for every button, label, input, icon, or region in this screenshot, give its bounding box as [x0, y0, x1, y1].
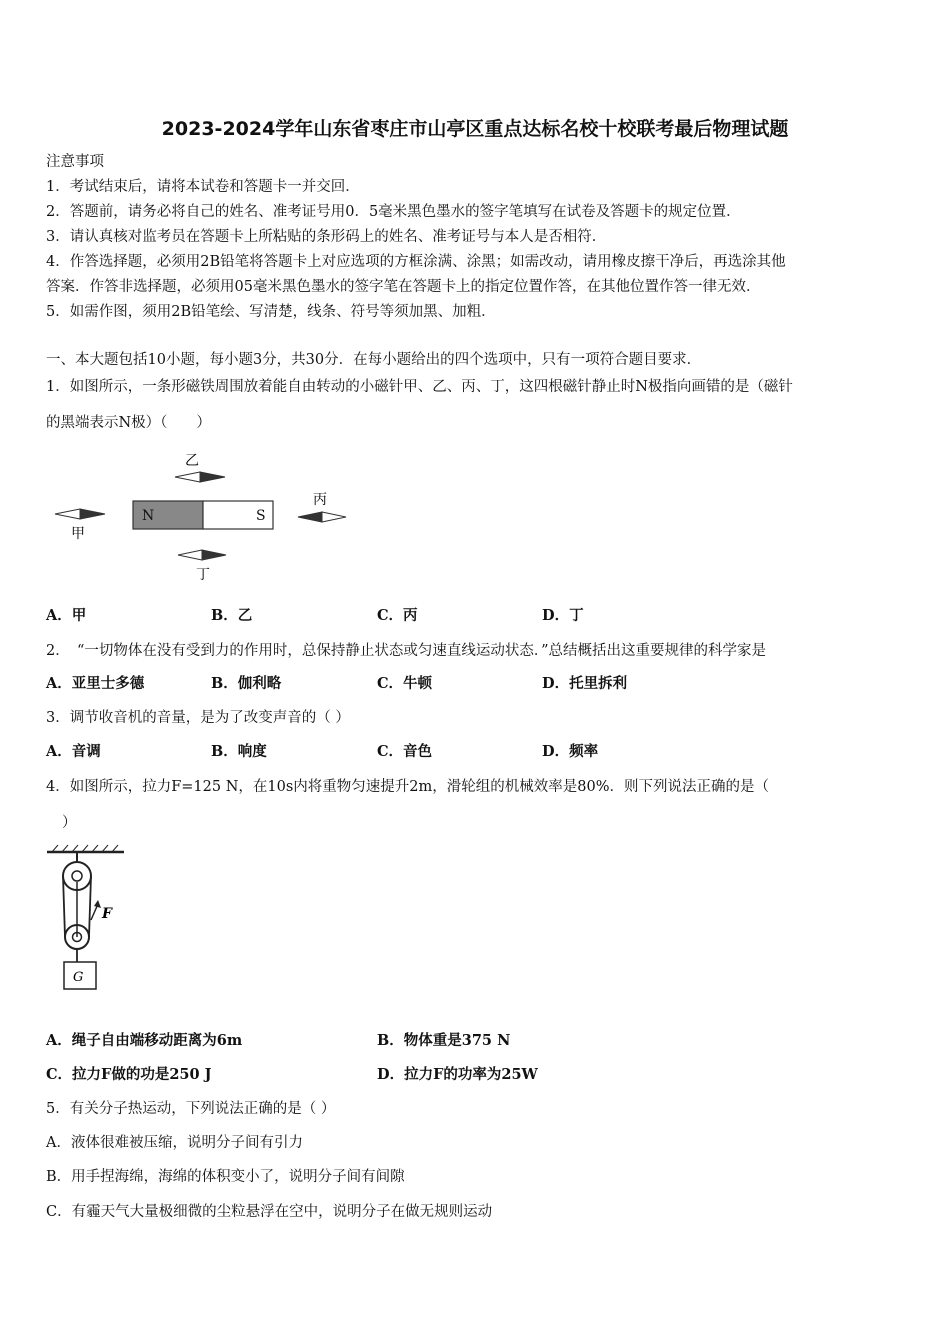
needle-jia-label: 甲 — [71, 526, 85, 542]
notice-item: 3．请认真核对监考员在答题卡上所粘贴的条形码上的姓名、准考证号与本人是否相符． — [46, 229, 607, 245]
needle-ding-left — [178, 550, 202, 560]
notice-item: 4．作答选择题，必须用2B铅笔将答题卡上对应选项的方框涂满、涂黑；如需改动，请用橡皮擦干净后，再选涂其他 — [46, 254, 786, 270]
q2-option-b: B．伽利略 — [211, 675, 282, 692]
q1-option-c: C．丙 — [377, 607, 418, 624]
q1-option-a: A．甲 — [46, 607, 87, 624]
rope-left — [63, 876, 65, 937]
question-3-stem: 3．调节收音机的音量，是为了改变声音的（ ） — [46, 710, 350, 726]
fixed-pulley-axle — [72, 871, 82, 881]
page-title: 2023-2024学年山东省枣庄市山亭区重点达标名校十校联考最后物理试题 — [161, 118, 789, 140]
notice-item: 5．如需作图，须用2B铅笔绘、写清楚，线条、符号等须加黑、加粗． — [46, 304, 496, 320]
needle-jia-left — [55, 509, 80, 519]
needle-jia-right — [80, 509, 105, 519]
pulley-figure — [42, 840, 132, 995]
needle-bing-label: 丙 — [313, 492, 327, 508]
needle-yi-label: 乙 — [185, 453, 199, 469]
q2-option-c: C．牛顿 — [377, 675, 433, 692]
needle-ding-right — [202, 550, 226, 560]
needle-ding-label: 丁 — [196, 567, 210, 583]
q3-option-d: D．频率 — [542, 743, 599, 760]
q3-option-c: C．音色 — [377, 743, 433, 760]
needle-yi-right — [200, 472, 225, 482]
q3-option-b: B．响度 — [211, 743, 267, 760]
force-arrowhead — [94, 900, 101, 908]
q5-option-b: B．用手捏海绵，海绵的体积变小了，说明分子间有间隙 — [46, 1169, 405, 1185]
q4-option-a: A．绳子自由端移动距离为6m — [46, 1032, 243, 1049]
notice-heading: 注意事项 — [46, 154, 104, 170]
q2-option-a: A．亚里士多德 — [46, 675, 145, 692]
n-label: N — [142, 508, 155, 524]
q4-option-c: C．拉力F做的功是250 J — [46, 1066, 212, 1083]
question-5-stem: 5．有关分子热运动，下列说法正确的是（ ） — [46, 1101, 336, 1117]
question-1-stem-cont: 的黑端表示N极）（ ） — [46, 415, 211, 431]
q1-option-d: D．丁 — [542, 607, 584, 624]
q3-option-a: A．音调 — [46, 743, 101, 760]
rope-right — [89, 876, 91, 937]
magnet-figure — [50, 445, 360, 585]
needle-bing-right — [322, 512, 346, 522]
s-label: S — [256, 508, 266, 524]
force-label: F — [102, 906, 112, 922]
q1-option-b: B．乙 — [211, 607, 253, 624]
question-1-stem: 1．如图所示，一条形磁铁周围放着能自由转动的小磁针甲、乙、丙、丁，这四根磁针静止时N极指向画错的是（磁针 — [46, 379, 793, 395]
q5-option-c: C．有霾天气大量极细微的尘粒悬浮在空中，说明分子在做无规则运动 — [46, 1204, 493, 1220]
notice-item: 答案．作答非选择题，必须用05毫米黑色墨水的签字笔在答题卡上的指定位置作答，在其他位置作答一律无效． — [46, 279, 761, 295]
question-4-stem: 4．如图所示，拉力F=125 N，在10s内将重物匀速提升2m，滑轮组的机械效率是80%．则下列说法正确的是（ — [46, 779, 769, 795]
q2-option-d: D．托里拆利 — [542, 675, 628, 692]
q4-option-d: D．拉力F的功率为25W — [377, 1066, 538, 1083]
weight-label: G — [73, 970, 84, 985]
q4-option-b: B．物体重是375 N — [377, 1032, 511, 1049]
needle-yi-left — [175, 472, 200, 482]
q5-option-a: A．液体很难被压缩，说明分子间有引力 — [46, 1135, 303, 1151]
notice-item: 1．考试结束后，请将本试卷和答题卡一并交回． — [46, 179, 360, 195]
notice-item: 2．答题前，请务必将自己的姓名、准考证号用0．5毫米黑色墨水的签字笔填写在试卷及答题卡的规定位置． — [46, 204, 741, 220]
needle-bing-left — [298, 512, 322, 522]
question-2-stem: 2． “一切物体在没有受到力的作用时，总保持静止状态或匀速直线运动状态．”总结概括出这重要规律的科学家是 — [46, 643, 767, 659]
question-4-stem-cont: ） — [62, 815, 77, 831]
section-heading: 一、本大题包括10小题，每小题3分，共30分．在每小题给出的四个选项中，只有一项符合题目要求． — [46, 352, 702, 368]
